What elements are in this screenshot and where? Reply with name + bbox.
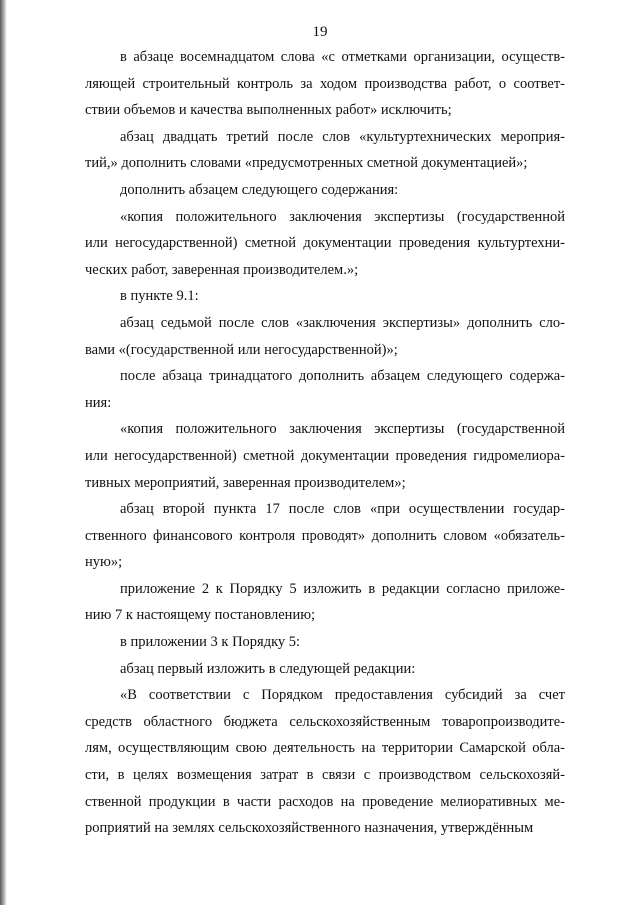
text-line: тивных мероприятий, заверенная производителем»; (85, 474, 406, 491)
text-line: ния: (85, 394, 112, 411)
text-line: дополнить абзацем следующего содержания: (120, 181, 399, 198)
document-body (85, 44, 565, 842)
paragraph (85, 682, 565, 842)
text-line: сти, в целях возмещения затрат в связи с производством сельскохозяй- (85, 767, 565, 784)
text-line: ственной продукции в части расходов на проведение мелиоративных ме- (85, 793, 565, 810)
scan-edge-shadow (0, 0, 7, 905)
text-line: «копия положительного заключения экспертизы (государственной (120, 421, 565, 438)
paragraph (85, 416, 565, 496)
text-line: ственного финансового контроля проводят» дополнить словом «обязатель- (85, 527, 565, 544)
paragraph (85, 310, 565, 363)
text-line: в приложении 3 к Порядку 5: (120, 634, 301, 651)
text-line: ную»; (85, 554, 123, 571)
text-line: или негосударственной) сметной документации проведения гидромелиора- (85, 447, 565, 464)
text-line: средств областного бюджета сельскохозяйственным товаропроизводите- (85, 713, 565, 730)
paragraph (85, 177, 565, 204)
paragraph (85, 124, 565, 177)
paragraph (85, 363, 565, 416)
text-line: абзац двадцать третий после слов «культуртехнических мероприя- (120, 128, 565, 145)
text-line: ствии объемов и качества выполненных работ» исключить; (85, 102, 452, 119)
text-line: тий,» дополнить словами «предусмотренных сметной документацией»; (85, 155, 528, 172)
text-line: лям, осуществляющим свою деятельность на территории Самарской обла- (85, 740, 565, 757)
text-line: после абзаца тринадцатого дополнить абзацем следующего содержа- (120, 368, 565, 385)
text-line: ческих работ, заверенная производителем.»; (85, 261, 359, 278)
text-line: нию 7 к настоящему постановлению; (85, 607, 316, 624)
text-line: или негосударственной) сметной документации проведения культуртехни- (85, 235, 565, 252)
page-number: 19 (312, 24, 328, 40)
paragraph (85, 629, 565, 656)
text-line: приложение 2 к Порядку 5 изложить в редакции согласно приложе- (120, 580, 565, 597)
text-line: «В соответствии с Порядком предоставления субсидий за счет (120, 687, 565, 704)
text-line: в пункте 9.1: (120, 288, 199, 305)
text-line: абзац седьмой после слов «заключения экспертизы» дополнить сло- (120, 314, 565, 331)
text-line: вами «(государственной или негосударственной)»; (85, 341, 398, 358)
paragraph (85, 204, 565, 284)
paragraph (85, 576, 565, 629)
text-line: в абзаце восемнадцатом слова «с отметками организации, осуществ- (120, 49, 565, 65)
paragraph (85, 44, 565, 124)
text-line: абзац второй пункта 17 после слов «при осуществлении государ- (120, 501, 565, 518)
paragraph (85, 283, 565, 310)
text-line: абзац первый изложить в следующей редакции: (120, 660, 416, 677)
paragraph (85, 656, 565, 683)
text-line: ляющей строительный контроль за ходом производства работ, о соответ- (85, 75, 565, 92)
paragraph (85, 496, 565, 576)
text-line: «копия положительного заключения экспертизы (государственной (120, 208, 565, 225)
text-line: роприятий на землях сельскохозяйственного назначения, утверждённым (85, 820, 534, 837)
